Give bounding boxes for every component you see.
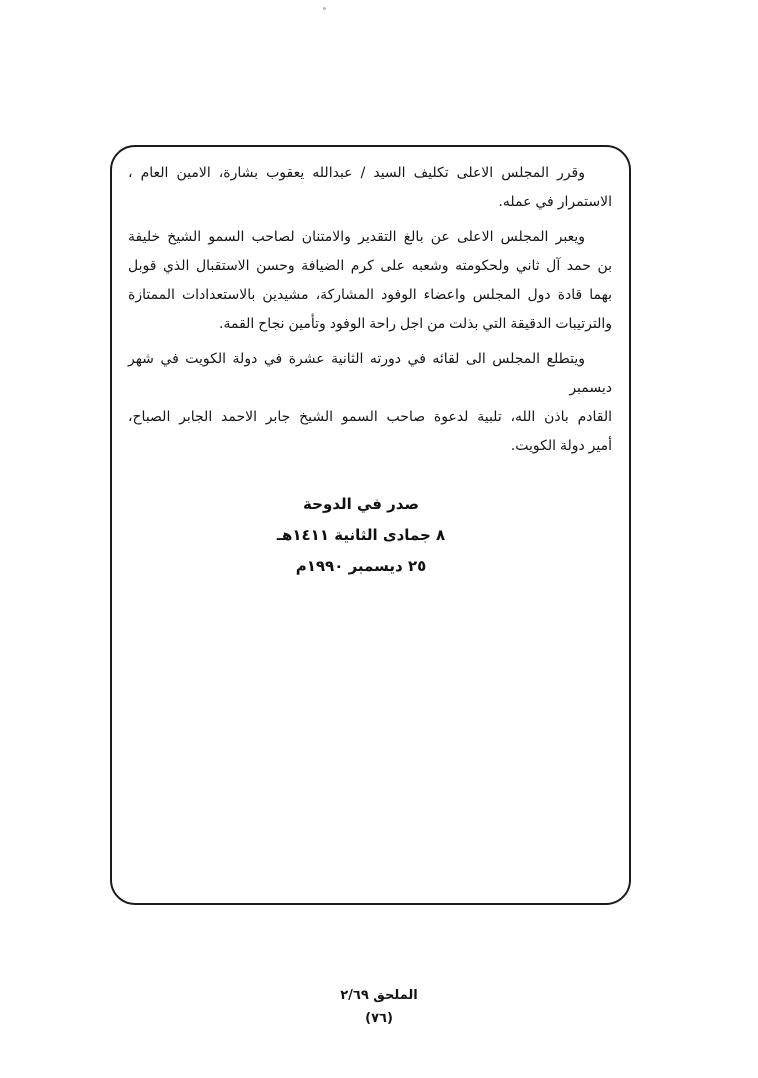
body-text-line: الاستمرار في عمله. bbox=[498, 194, 612, 210]
body-text-line: ويعبر المجلس الاعلى عن بالغ التقدير والامتنان لصاحب السمو الشيخ خليفة bbox=[128, 229, 585, 245]
issued-gregorian-date-line: ٢٥ ديسمبر ١٩٩٠م bbox=[295, 557, 427, 575]
footer-page-number: (٧٦) bbox=[365, 1011, 393, 1026]
body-text-line: والترتيبات الدقيقة التي بذلت من اجل راحة الوفود وتأمين نجاح القمة. bbox=[219, 316, 612, 332]
body-text-line: القادم باذن الله، تلبية لدعوة صاحب السمو الشيخ جابر الاحمد الجابر الصباح، bbox=[128, 409, 612, 425]
body-text-line: أمير دولة الكويت. bbox=[510, 438, 612, 454]
body-text-line: ويتطلع المجلس الى لقائه في دورته الثانية عشرة في دولة الكويت في شهر ديسمبر bbox=[128, 351, 612, 396]
paragraph bbox=[128, 223, 612, 339]
scan-speck bbox=[323, 7, 326, 10]
issued-place-line: صدر في الدوحة bbox=[303, 495, 419, 513]
document-frame bbox=[110, 145, 631, 905]
paragraph bbox=[128, 159, 612, 217]
page-footer bbox=[0, 984, 758, 1030]
body-text-line: بهما قادة دول المجلس واعضاء الوفود المشاركة، مشيدين بالاستعدادات الممتازة bbox=[128, 287, 612, 303]
footer-appendix-label: الملحق ٢/٦٩ bbox=[340, 988, 418, 1003]
paragraph bbox=[128, 345, 612, 461]
body-text-line: وقرر المجلس الاعلى تكليف السيد / عبدالله يعقوب بشارة، الامين العام ، bbox=[128, 165, 585, 181]
issued-block bbox=[119, 489, 603, 582]
issued-hijri-date-line: ٨ جمادى الثانية ١٤١١هـ bbox=[276, 526, 446, 544]
body-text-line: بن حمد آل ثاني ولحكومته وشعبه على كرم الضيافة وحسن الاستقبال الذي قوبل bbox=[128, 258, 612, 274]
body-text bbox=[128, 159, 612, 582]
